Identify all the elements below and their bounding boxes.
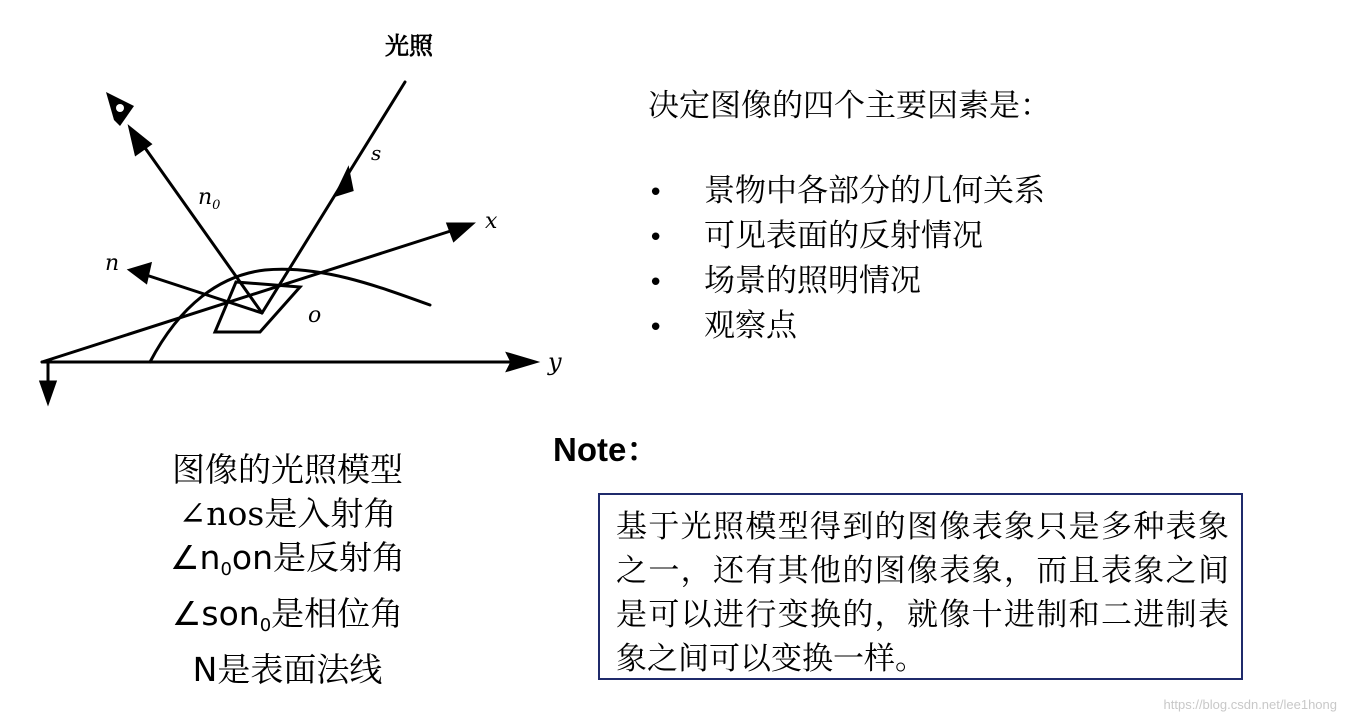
normal-n: [140, 273, 262, 313]
caption-phase-angle: [150, 592, 425, 648]
list-item: [648, 215, 1051, 260]
list-item: [648, 260, 1051, 305]
factors-heading: 决定图像的四个主要因素是：: [648, 88, 1051, 124]
caption-line3-prefix: ∠n: [169, 538, 221, 577]
list-item: [648, 305, 1051, 350]
caption-line4-sub: 0: [259, 615, 272, 636]
bullet: •: [648, 268, 664, 298]
diagram-lines: [41, 82, 535, 402]
label-light: 光照: [385, 32, 433, 60]
diagram-caption: [150, 448, 425, 692]
caption-line4-prefix: ∠son: [171, 594, 260, 633]
label-n: n: [105, 251, 120, 276]
factor-geometry: 景物中各部分的几何关系: [704, 173, 1045, 209]
list-item: [648, 170, 1051, 215]
x-axis-arrowhead: [448, 224, 472, 240]
factors-list: [648, 170, 1051, 350]
light-ray-s: [262, 82, 405, 313]
note-box: [598, 493, 1243, 680]
caption-title: 图像的光照模型: [172, 450, 403, 489]
bullet: •: [648, 178, 664, 208]
label-n0-sub: 0: [212, 198, 221, 213]
reflected-ray-n0: [138, 138, 262, 313]
z-axis-arrowhead: [41, 382, 55, 402]
label-n0: [198, 185, 220, 213]
factor-illumination: 场景的照明情况: [704, 263, 921, 299]
factor-viewpoint: 观察点: [704, 308, 797, 344]
caption-line2-prefix: ∠nos: [178, 494, 265, 533]
lighting-model-diagram: [30, 30, 590, 410]
label-o: o: [308, 303, 322, 328]
bullet: •: [648, 313, 664, 343]
caption-line2-suffix: 是入射角: [264, 494, 397, 533]
label-x: x: [485, 209, 498, 234]
eye-icon-pupil: [116, 104, 124, 112]
y-axis-arrowhead: [508, 354, 535, 370]
caption-line3-suffix: 是反射角: [273, 538, 406, 577]
label-y: y: [548, 348, 562, 376]
caption-surface-normal: N是表面法线: [192, 650, 383, 689]
note-label: Note：: [553, 431, 660, 468]
label-s: s: [371, 141, 382, 165]
note-text: 基于光照模型得到的图像表象只是多种表象之一，还有其他的图像表象，而且表象之间是可以进行变换的，就像十进制和二进制表象之间可以变换一样。: [616, 509, 1229, 677]
caption-reflection-angle: [150, 536, 425, 592]
caption-incidence-angle: [150, 492, 425, 536]
label-n0-main: n: [198, 185, 213, 210]
caption-line3-sub: 0: [220, 559, 232, 580]
factors-section: [648, 84, 1051, 350]
light-ray-arrowhead: [336, 170, 352, 195]
eye-icon: [106, 92, 134, 126]
factor-reflection: 可见表面的反射情况: [704, 218, 983, 254]
bullet: •: [648, 223, 664, 253]
watermark: https://blog.csdn.net/lee1hong: [1163, 697, 1337, 712]
caption-line3-mid: on: [231, 538, 274, 577]
normal-arrowhead: [130, 264, 150, 282]
caption-line4-suffix: 是相位角: [271, 594, 404, 633]
